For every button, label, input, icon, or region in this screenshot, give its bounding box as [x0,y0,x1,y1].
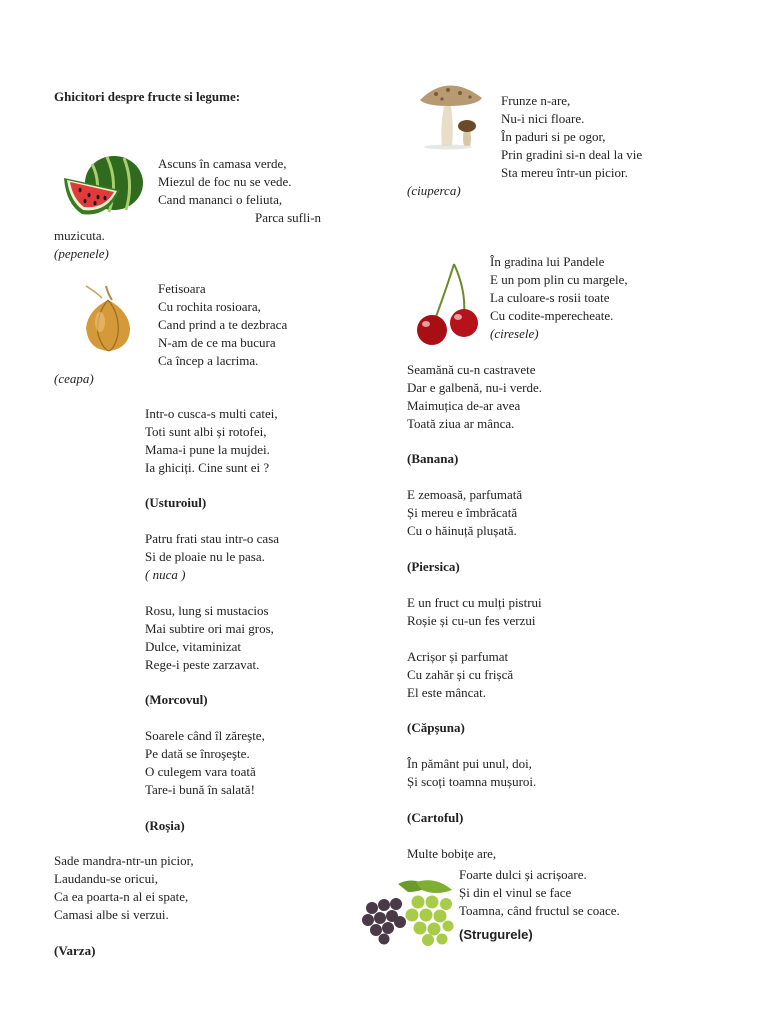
riddle-nuca-lines [145,530,279,566]
riddle-line: Roșie și cu-un fes verzui [407,613,536,628]
riddle-line: E zemoasă, parfumată [407,487,523,502]
riddle-cirese-lines [490,253,628,325]
riddle-line: Multe bobițe are, [407,846,497,861]
riddle-line: Cu codite-mperecheate. [490,308,614,323]
answer-strugure: (Strugurele) [459,927,533,942]
riddle-pepene-lines [158,155,292,209]
answer-morcov: (Morcovul) [145,692,208,707]
answer-ciuperca: (ciuperca) [407,183,461,198]
riddle-line: N-am de ce ma bucura [158,335,276,350]
riddle-line: Prin gradini si-n deal la vie [501,147,643,162]
riddle-line: Acrișor și parfumat [407,649,509,664]
riddle-line: Seamănă cu-n castravete [407,362,536,377]
riddle-line: În paduri si pe ogor, [501,129,606,144]
answer-varza: (Varza) [54,943,96,958]
riddle-line: Mama-i pune la mujdei. [145,442,270,457]
answer-ceapa: (ceapa) [54,371,94,386]
riddle-line: Dar e galbenă, nu-i verde. [407,380,542,395]
answer-piersica: (Piersica) [407,559,460,574]
riddle-line: Toată ziua ar mânca. [407,416,515,431]
riddle-line: Fetisoara [158,281,206,296]
riddle-line: Camasi albe si verzui. [54,907,169,922]
riddle-line: Mai subtire ori mai gros, [145,621,274,636]
riddle-line: E un fruct cu mulți pistrui [407,595,542,610]
riddle-line: Toti sunt albi și rotofei, [145,424,267,439]
riddle-line: Cu rochita rosioara, [158,299,261,314]
riddle-line: Dulce, vitaminizat [145,639,242,654]
riddle-capsuna-lines [407,594,542,702]
riddle-line: Și mereu e îmbrăcată [407,505,518,520]
riddle-usturoi-lines [145,405,278,477]
answer-nuca: ( nuca ) [145,567,186,582]
riddle-line: Tare-i bună în salată! [145,782,255,797]
riddle-line: Și scoți toamna mușuroi. [407,774,537,789]
riddle-line: Ia ghiciți. Cine sunt ei ? [145,460,270,475]
riddle-line: Cand prind a te dezbraca [158,317,288,332]
riddle-line: Ascuns în camasa verde, [158,156,287,171]
riddle-ceapa-lines [158,280,287,370]
riddle-line: Rosu, lung si mustacios [145,603,269,618]
riddle-line: El este mâncat. [407,685,487,700]
riddle-line: Cand mananci o feliuta, [158,192,283,207]
riddle-line: Rege-i peste zarzavat. [145,657,260,672]
watermelon-image [62,150,144,220]
riddle-line: Miezul de foc nu se vede. [158,174,292,189]
riddle-strugure-lines [459,866,620,920]
riddle-line: Laudandu-se oricui, [54,871,158,886]
riddle-piersica-lines [407,486,522,540]
riddle-line: Ca încep a lacrima. [158,353,259,368]
riddle-ciuperca-lines [501,92,642,182]
riddle-line: E un pom plin cu margele, [490,272,628,287]
riddle-line: În gradina lui Pandele [490,254,605,269]
cherries-image [414,260,484,350]
riddle-banana-lines [407,361,542,433]
grapes-image [360,878,458,950]
riddle-line: Sta mereu într-un picior. [501,165,628,180]
onion-image [82,284,134,354]
riddle-line: Si de ploaie nu le pasa. [145,549,265,564]
riddle-line: Foarte dulci și acrișoare. [459,867,587,882]
riddle-morcov-lines [145,602,274,674]
riddle-line: Pe dată se înroşeşte. [145,746,250,761]
riddle-line: Ca ea poarta-n al ei spate, [54,889,189,904]
riddle-line: În pământ pui unul, doi, [407,756,532,771]
riddle-line: Maimuțica de-ar avea [407,398,521,413]
riddle-line [407,630,542,648]
riddle-line: O culegem vara toată [145,764,256,779]
answer-banana: (Banana) [407,451,459,466]
riddle-line: Parca sufli-n [255,210,322,225]
riddle-line: La culoare-s rosii toate [490,290,610,305]
answer-capsuna: (Căpșuna) [407,720,465,735]
riddle-line: Toamna, când fructul se coace. [459,903,620,918]
page-title: Ghicitori despre fructe si legume: [54,89,241,104]
mushroom-image [418,78,486,150]
riddle-line: Sade mandra-ntr-un picior, [54,853,194,868]
answer-pepene: (pepenele) [54,246,109,261]
riddle-line: Patru frati stau intr-o casa [145,531,280,546]
riddle-line: Nu-i nici floare. [501,111,585,126]
riddle-cartof-lines [407,755,536,791]
answer-usturoi: (Usturoiul) [145,495,207,510]
answer-cirese: (ciresele) [490,326,539,341]
riddle-varza-lines [54,852,194,924]
riddle-line: Soarele când îl zăreşte, [145,728,265,743]
riddle-line: Cu zahăr și cu frișcă [407,667,514,682]
riddle-line: muzicuta. [54,228,105,243]
riddle-line: Intr-o cusca-s multi catei, [145,406,278,421]
riddle-line: Frunze n-are, [501,93,571,108]
riddle-line: Și din el vinul se face [459,885,572,900]
answer-rosia: (Roșia) [145,818,185,833]
riddle-rosia-lines [145,727,265,799]
answer-cartof: (Cartoful) [407,810,464,825]
riddle-line: Cu o hăinuță plușată. [407,523,517,538]
